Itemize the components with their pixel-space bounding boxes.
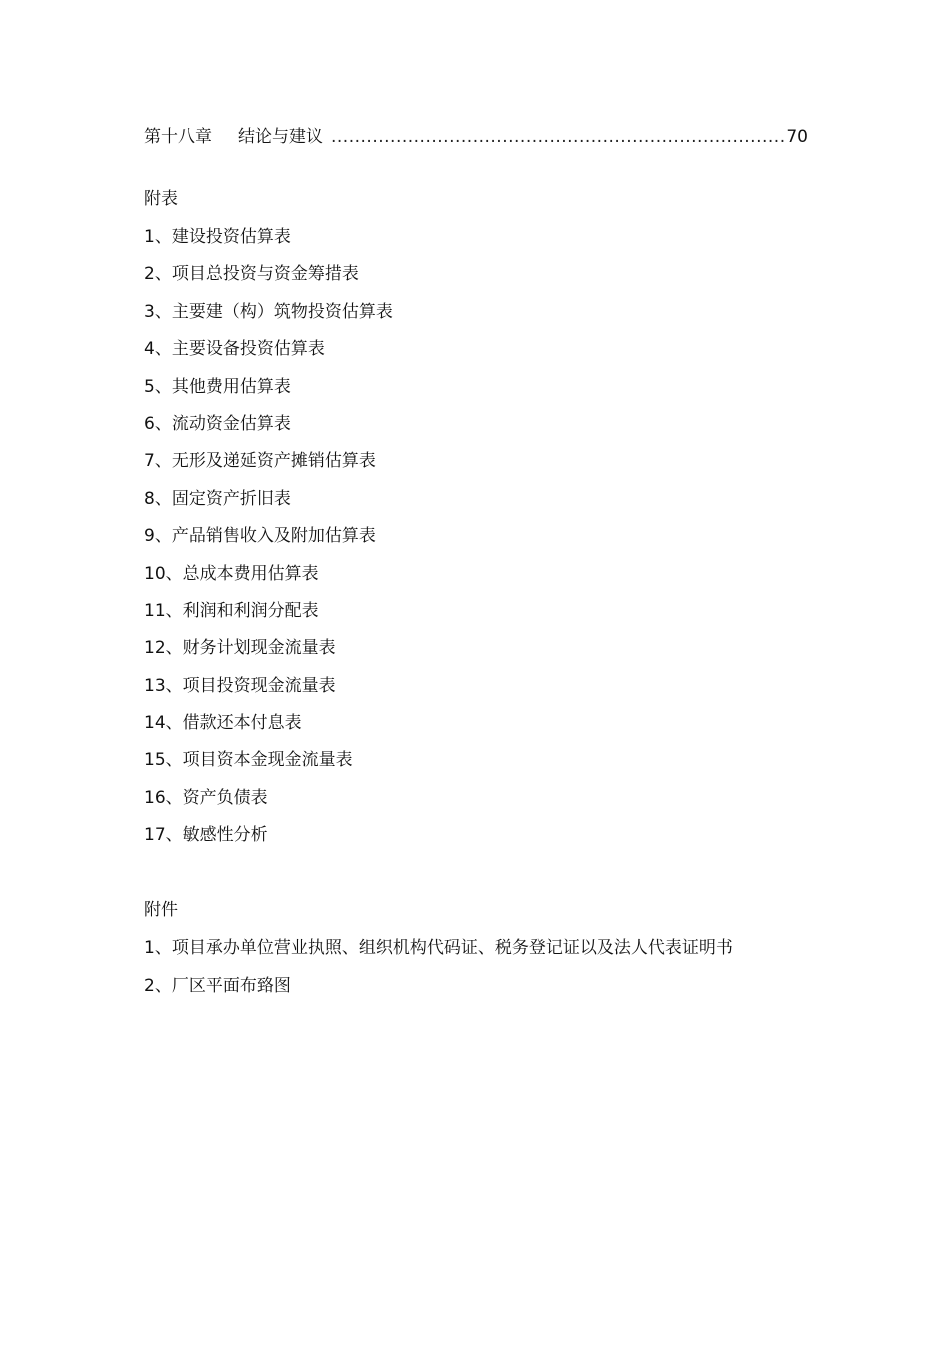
schedule-item: 17、敏感性分析 — [144, 825, 268, 846]
toc-entry — [144, 122, 808, 150]
schedule-item: 16、资产负债表 — [144, 787, 268, 808]
schedule-item: 1、建设投资估算表 — [144, 227, 291, 247]
toc-chapter-title: 结论与建议 — [238, 127, 323, 147]
attachments-heading: 附件 — [144, 900, 178, 920]
schedule-item: 2、项目总投资与资金筹措表 — [144, 264, 359, 285]
schedule-item: 8、固定资产折旧表 — [144, 488, 291, 509]
schedule-item: 11、利润和利润分配表 — [144, 600, 319, 621]
toc-page-number: 70 — [786, 127, 808, 147]
schedule-item: 13、项目投资现金流量表 — [144, 675, 336, 696]
toc-chapter-number: 第十八章 — [144, 127, 212, 147]
schedule-item: 14、借款还本付息表 — [144, 713, 302, 734]
schedule-item: 9、产品销售收入及附加估算表 — [144, 526, 376, 547]
attachment-item: 2、厂区平面布臵图 — [144, 976, 291, 996]
attachment-item: 1、项目承办单位营业执照、组织机构代码证、税务登记证以及法人代表证明书 — [144, 938, 733, 958]
schedule-item: 6、流动资金估算表 — [144, 413, 291, 434]
attachments-list — [144, 935, 733, 1011]
schedule-item: 3、主要建（构）筑物投资估算表 — [144, 301, 393, 322]
schedule-item: 5、其他费用估算表 — [144, 376, 291, 397]
schedule-item: 7、无形及递延资产摊销估算表 — [144, 451, 376, 472]
schedules-list — [144, 224, 393, 860]
schedule-item: 4、主要设备投资估算表 — [144, 339, 325, 360]
toc-dot-leader — [331, 127, 784, 147]
schedule-item: 15、项目资本金现金流量表 — [144, 750, 353, 771]
schedules-heading: 附表 — [144, 189, 178, 209]
schedule-item: 10、总成本费用估算表 — [144, 563, 319, 584]
schedule-item: 12、财务计划现金流量表 — [144, 638, 336, 659]
